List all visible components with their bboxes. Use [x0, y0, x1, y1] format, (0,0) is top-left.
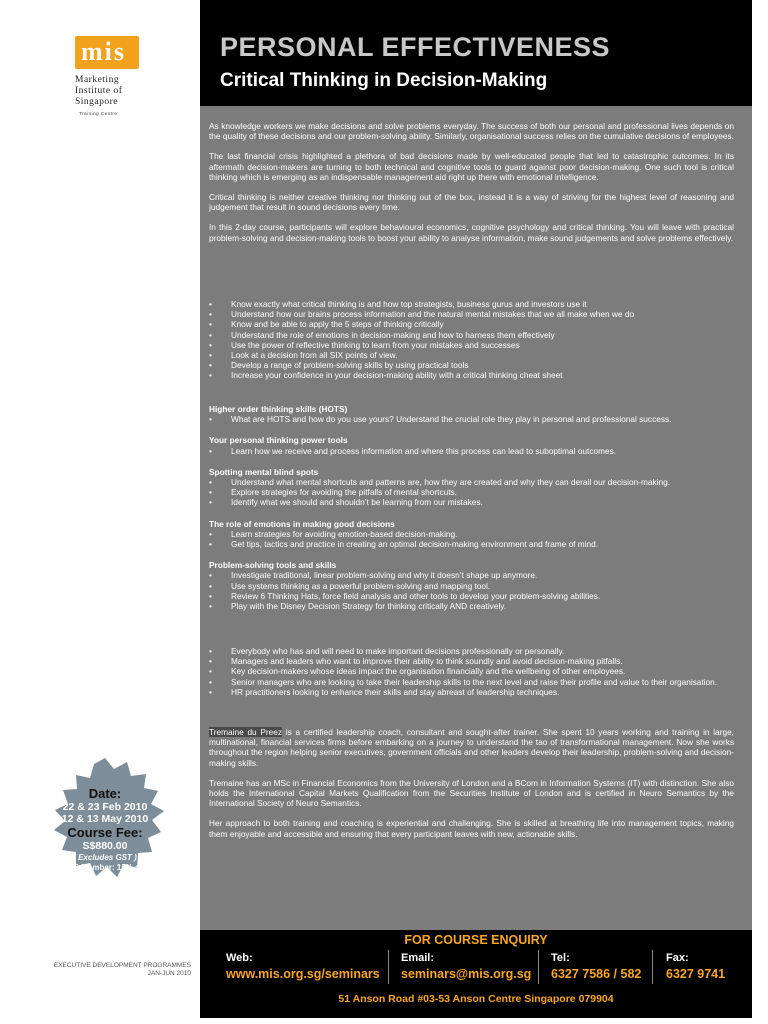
mis-logo-mark: mis	[75, 36, 139, 69]
enquiry-footer	[200, 930, 752, 1018]
address: 51 Anson Road #03-53 Anson Centre Singapore 079904	[338, 993, 614, 1005]
list-item: • Review 6 Thinking Hats, force field analysis and other tools to develop your problem-solving abilities.	[209, 591, 734, 601]
badge-text: Date: 22 & 23 Feb 2010 12 & 13 May 2010 Course Fee: S$880.00 ( Excludes GST ) MIS Member: 15% off	[61, 786, 149, 872]
outline-heading: Your personal thinking power tools	[209, 435, 348, 446]
mis-logo	[75, 36, 139, 119]
list-item: • Know and be able to apply the 5 steps of thinking critically	[209, 319, 734, 329]
trainer-paragraph: Tremaine du Preez is a certified leadership coach, consultant and sought-after trainer. She spent 10 years working and training in large, multinational, financial services firms before embarking on a journey to understand the tao of transformational management. Now she works throughout the region helping senior executives, government officials and other leaders develop their leadership, problem-solving and decision-making skills.	[209, 727, 734, 768]
list-item: • Develop a range of problem-solving skills by using practical tools	[209, 360, 734, 370]
edp-caption: EXECUTIVE DEVELOPMENT PROGRAMMES JAN-JUN 2010	[53, 962, 191, 977]
page-title: PERSONAL EFFECTIVENESS	[220, 32, 611, 62]
mis-logo-text: Marketing Institute of Singapore Training Centre	[75, 75, 123, 116]
list-item: • Learn how we receive and process information and where this process can lead to suboptimal outcomes.	[209, 446, 734, 456]
list-item: • Look at a decision from all SIX points of view.	[209, 350, 734, 360]
course-outline-section	[209, 404, 734, 611]
list-item: • Use systems thinking as a powerful problem-solving and mapping tool.	[209, 581, 734, 591]
why-attend-section: As knowledge workers we make decisions and solve problems everyday. The success of both our personal and professional lives depends on the quality of these decisions and our problem-solving ability. Similarly, organisational success relies on the cumulative decisions of employees. The last financial crisis highlighted a plethora of bad decisions made by well-educated people that led to catastrophic outcomes. In its aftermath decision-makers are turning to both technical and cognitive tools to guard against poor decision-making. One such tool is critical thinking which is emerging as an indispensable management aid right up there with emotional intelligence. Critical thinking is neither creative thinking nor thinking out of the box, instead it is a way of striving for the highest level of reasoning and judgement that result in sound decisions every time. In this 2-day course, participants will explore behavioural economics, cognitive psychology and critical thinking. You will leave with practical problem-solving and decision-making tools to boost your ability to analyse information, make sound judgements and solve problems effectively.	[209, 121, 734, 243]
divider	[538, 950, 539, 984]
main-content	[200, 106, 752, 930]
list-item: • Everybody who has and will need to make important decisions professionally or personally.	[209, 646, 734, 656]
outline-heading: The role of emotions in making good decisions	[209, 518, 395, 529]
list-item: • Learn strategies for avoiding emotion-based decision-making.	[209, 529, 734, 539]
list-item: • Understand the role of emotions in decision-making and how to harness them effectively	[209, 330, 734, 340]
divider	[388, 950, 389, 984]
list-item: • Get tips, tactics and practice in creating an optimal decision-making environment and frame of mind.	[209, 539, 734, 549]
fax-contact: Fax: 6327 9741	[666, 952, 726, 981]
list-item: • Investigate traditional, linear problem-solving and why it doesn’t shape up anymore.	[209, 570, 734, 580]
list-item: • Key decision-makers whose ideas impact the organisation financially and the wellbeing of other employees.	[209, 666, 734, 676]
list-item: • Explore strategies for avoiding the pitfalls of mental shortcuts.	[209, 487, 734, 497]
outline-heading: Spotting mental blind spots	[209, 466, 319, 477]
list-item: • What are HOTS and how do you use yours? Understand the crucial role they play in personal and professional success.	[209, 414, 734, 424]
trainer-profile-section: Tremaine du Preez is a certified leadership coach, consultant and sought-after trainer. She spent 10 years working and training in large, multinational, financial services firms before embarking on a journey to understand the tao of transformational management. Now she works throughout the region helping senior executives, government officials and other leaders develop their leadership, problem-solving and decision-making skills. Tremaine has an MSc in Financial Economics from the University of London and a BCom in Information Systems (IT) with distinction. She also holds the International Capital Markets Qualification from the Securities Institute of London and is certified in Neuro Semantics by the International Society of Neuro Semantics. Her approach to both training and coaching is experiential and challenging. She is skilled at breathing life into management topics, making them enjoyable and accessible and ensuring that every participant leaves with new, actionable skills.	[209, 727, 734, 839]
trainer-name: Tremaine du Preez	[209, 727, 283, 737]
list-item: • HR practitioners looking to enhance their skills and stay abreast of leadership techniques.	[209, 687, 734, 697]
email-link[interactable]: seminars@mis.org.sg	[401, 967, 532, 981]
who-can-benefit-section	[209, 646, 734, 697]
learning-outcome-section	[209, 299, 734, 381]
web-contact: Web: www.mis.org.sg/seminars	[226, 952, 380, 981]
divider	[652, 950, 653, 984]
email-contact: Email: seminars@mis.org.sg	[401, 952, 532, 981]
header-banner	[200, 0, 752, 106]
list-item: • Increase your confidence in your decision-making ability with a critical thinking cheat sheet	[209, 370, 734, 380]
outline-heading: Higher order thinking skills (HOTS)	[209, 404, 348, 414]
list-item: • Use the power of reflective thinking to learn from your mistakes and successes	[209, 340, 734, 350]
list-item: • Identify what we should and shouldn’t be learning from our mistakes.	[209, 497, 734, 507]
list-item: • Know exactly what critical thinking is and how top strategists, business gurus and investors use it	[209, 299, 734, 309]
page-subtitle: Critical Thinking in Decision-Making	[220, 70, 548, 91]
outline-heading: Problem-solving tools and skills	[209, 560, 337, 571]
tel-contact: Tel: 6327 7586 / 582	[551, 952, 642, 981]
list-item: • Understand how our brains process information and the natural mental mistakes that we all make when we do	[209, 309, 734, 319]
web-link[interactable]: www.mis.org.sg/seminars	[226, 967, 380, 981]
list-item: • Managers and leaders who want to improve their ability to think soundly and avoid decision-making pitfalls.	[209, 656, 734, 666]
list-item: • Play with the Disney Decision Strategy for thinking critically AND creatively.	[209, 601, 734, 611]
list-item: • Understand what mental shortcuts and patterns are, how they are created and why they can derail our decision-making.	[209, 477, 734, 487]
left-column	[0, 0, 200, 1024]
enquiry-title: FOR COURSE ENQUIRY	[404, 933, 548, 947]
list-item: • Senior managers who are looking to take their leadership skills to the next level and raise their profile and value to their organisation.	[209, 677, 734, 687]
